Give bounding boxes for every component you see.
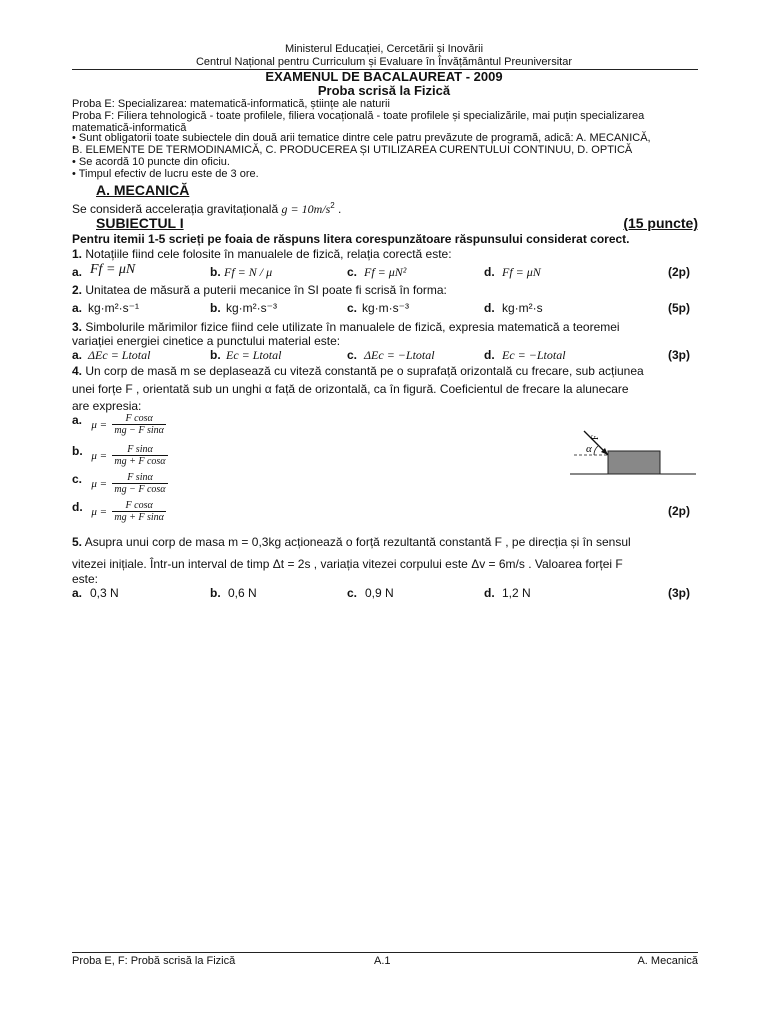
q4-b-fraction	[112, 444, 167, 467]
q2-b-label: b.	[210, 301, 221, 315]
gravity-value: g = 10m/s	[281, 202, 331, 216]
angle-arc	[594, 446, 598, 455]
q2-points: (5p)	[668, 301, 690, 315]
q4-c-label: c.	[72, 472, 83, 486]
q1-options	[72, 262, 698, 281]
q1-points: (2p)	[668, 265, 690, 279]
q5-a-text: 0,3 N	[90, 586, 119, 600]
q5-b-label: b.	[210, 586, 221, 600]
q2-c-label: c.	[347, 301, 358, 315]
q1-a-label: a.	[72, 265, 83, 279]
subject-points: (15 puncte)	[623, 215, 698, 231]
q5-points: (3p)	[668, 586, 690, 600]
q4-b-label: b.	[72, 444, 83, 458]
q4-figure	[560, 425, 700, 480]
q3-b-label: b.	[210, 348, 221, 362]
footer-rule	[72, 952, 698, 953]
q2-d-text: kg·m²·s	[502, 301, 543, 315]
q4-c-mu: μ =	[91, 477, 108, 490]
q3-number: 3.	[72, 320, 83, 334]
q4-option-c	[72, 472, 168, 495]
instr-line-4: • Sunt obligatorii toate subiectele din două arii tematice dintre cele patru prevăzute de programă, adică: A. MECANICĂ,	[72, 132, 651, 144]
q3-c-text: ΔEc = −Ltotal	[364, 348, 435, 362]
q2-c-text: kg·m·s⁻³	[362, 301, 409, 315]
instr-line-7: • Timpul efectiv de lucru este de 3 ore.	[72, 168, 259, 180]
footer-left: Proba E, F: Probă scrisă la Fizică	[72, 955, 236, 967]
q5-d-text: 1,2 N	[502, 586, 531, 600]
q4-d-fraction	[112, 500, 166, 523]
angle-label: α	[586, 443, 592, 455]
instr-line-6: • Se acordă 10 puncte din oficiu.	[72, 156, 230, 168]
q1-b-label: b.	[210, 265, 221, 279]
q4-d-mu: μ =	[91, 505, 108, 518]
exam-title: EXAMENUL DE BACALAUREAT - 2009	[265, 69, 503, 84]
q4-text-2: unei forțe F , orientată sub un unghi α față de orizontală, ca în figură. Coeficientul de frecare la alunecare	[72, 382, 629, 396]
q3-d-text: Ec = −Ltotal	[502, 348, 566, 362]
q3-c-label: c.	[347, 348, 358, 362]
instr-line-3: matematică-informatică	[72, 122, 187, 134]
q4-d-label: d.	[72, 500, 83, 514]
q1-c-label: c.	[347, 265, 358, 279]
q5-c-text: 0,9 N	[365, 586, 394, 600]
q5-stem-1	[72, 535, 631, 549]
q4-c-num: F sinα	[112, 472, 167, 484]
q4-d-num: F cosα	[112, 500, 166, 512]
q2-a-text: kg·m²·s⁻¹	[88, 301, 139, 315]
q5-d-label: d.	[484, 586, 495, 600]
q4-number: 4.	[72, 364, 83, 378]
q5-c-label: c.	[347, 586, 358, 600]
center-line: Centrul Național pentru Curriculum și Evaluare în Învățământul Preuniversitar	[195, 56, 572, 68]
gravity-exp: 2	[330, 201, 335, 210]
q2-b-text: kg·m²·s⁻³	[226, 301, 277, 315]
q4-c-fraction	[112, 472, 167, 495]
q4-c-den: mg − F cosα	[114, 484, 166, 495]
q4-a-mu: μ =	[91, 418, 108, 431]
q4-points: (2p)	[668, 504, 690, 518]
q4-b-den: mg + F cosα	[114, 456, 166, 467]
q2-number: 2.	[72, 283, 83, 297]
q5-text-1: Asupra unui corp de masa m = 0,3kg acționează o forță rezultantă constantă F , pe direcția și în sensul	[84, 535, 631, 549]
q3-text-2: variației energiei cinetice a punctului material este:	[72, 334, 341, 348]
subject-title: SUBIECTUL I	[96, 215, 184, 231]
q2-a-label: a.	[72, 301, 83, 315]
gravity-prefix: Se consideră accelerația gravitațională	[72, 202, 279, 216]
q4-option-b	[72, 444, 168, 467]
force-label: F	[590, 434, 600, 440]
block	[608, 451, 660, 474]
q1-b-text: Ff = N / μ	[224, 265, 273, 279]
footer-center: A.1	[374, 955, 391, 967]
q4-stem-1	[72, 364, 644, 378]
q3-a-label: a.	[72, 348, 83, 362]
q2-options	[72, 301, 698, 317]
q1-d-label: d.	[484, 265, 495, 279]
q2-stem	[72, 283, 447, 297]
subject-instruction: Pentru itemii 1-5 scrieți pe foaia de răspuns litera corespunzătoare răspunsului considerat corect.	[72, 232, 630, 246]
q4-b-num: F sinα	[112, 444, 167, 456]
q4-option-a	[72, 413, 166, 436]
q5-text-3: este:	[72, 572, 99, 586]
instr-line-5: B. ELEMENTE DE TERMODINAMICĂ, C. PRODUCEREA ȘI UTILIZAREA CURENTULUI CONTINUU, D. OPTICĂ	[72, 144, 633, 156]
q4-a-label: a.	[72, 413, 83, 427]
q4-a-den: mg − F sinα	[114, 425, 164, 436]
q2-text: Unitatea de măsură a puterii mecanice în SI poate fi scrisă în forma:	[85, 283, 447, 297]
q4-option-d	[72, 500, 166, 523]
q3-options	[72, 348, 698, 364]
q3-text-1: Simbolurile mărimilor fizice fiind cele utilizate în manualele de fizică, expresia matematică a teoremei	[85, 320, 620, 334]
q3-points: (3p)	[668, 348, 690, 362]
q3-b-text: Ec = Ltotal	[226, 348, 282, 362]
q4-a-fraction	[112, 413, 166, 436]
q4-text-1: Un corp de masă m se deplasează cu viteză constantă pe o suprafață orizontală cu frecare, sub acțiunea	[85, 364, 644, 378]
q5-options	[72, 586, 698, 602]
q5-b-text: 0,6 N	[228, 586, 257, 600]
q1-c-text: Ff = μN²	[364, 265, 407, 279]
q1-stem	[72, 247, 452, 261]
exam-subtitle: Proba scrisă la Fizică	[317, 83, 451, 98]
instr-line-2: Proba F: Filiera tehnologică - toate profilele, filiera vocațională - toate profilele și specializările, mai puțin specializarea	[72, 110, 645, 122]
instr-line-1: Proba E: Specializarea: matematică-informatică, științe ale naturii	[72, 98, 390, 110]
footer-right: A. Mecanică	[637, 955, 698, 967]
gravity-suffix: .	[338, 202, 342, 216]
q5-number: 5.	[72, 535, 83, 549]
q5-a-label: a.	[72, 586, 83, 600]
q1-number: 1.	[72, 247, 83, 261]
q4-b-mu: μ =	[91, 449, 108, 462]
q3-stem-1	[72, 320, 620, 334]
q3-d-label: d.	[484, 348, 495, 362]
q2-d-label: d.	[484, 301, 495, 315]
section-title: A. MECANICĂ	[96, 182, 190, 198]
q1-text: Notațiile fiind cele folosite în manualele de fizică, relația corectă este:	[85, 247, 452, 261]
q1-a-text: Ff = μN	[90, 262, 136, 277]
q1-d-text: Ff = μN	[502, 265, 541, 279]
q5-text-2: vitezei inițiale. Într-un interval de timp Δt = 2s , variația vitezei corpului este Δv = 6m/s . Valoarea forței F	[72, 557, 623, 571]
q4-a-num: F cosα	[112, 413, 166, 425]
ministry-line: Ministerul Educației, Cercetării și Inovării	[284, 43, 484, 55]
q4-d-den: mg + F sinα	[114, 512, 164, 523]
q4-text-3: are expresia:	[72, 399, 142, 413]
q3-a-text: ΔEc = Ltotal	[88, 348, 151, 362]
